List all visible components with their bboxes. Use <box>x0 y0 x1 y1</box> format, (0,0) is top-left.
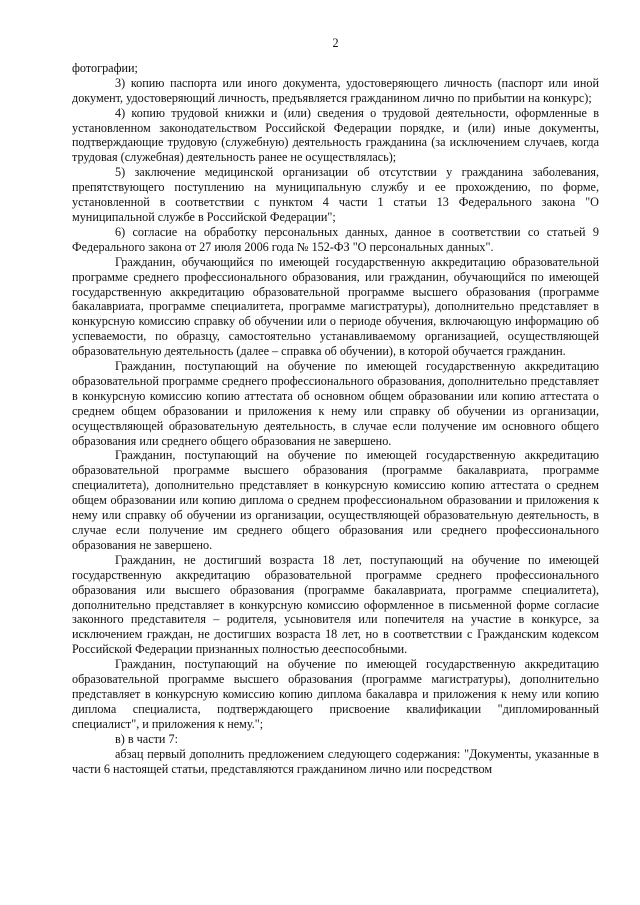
paragraph: 5) заключение медицинской организации об отсутствии у гражданина заболевания, препятствующего поступлению на муниципальную службу и ее прохождению, по форме, установленной в соответствии с пунктом 4 части 1 статьи 13 Федерального закона "О муниципальной службе в Российской Федерации"; <box>72 165 599 224</box>
paragraph: Гражданин, поступающий на обучение по имеющей государственную аккредитацию образовательной программе высшего образования (программе бакалавриата, программе специалитета), дополнительно представляет в конкурсную комиссию копию аттестата о среднем общем образовании или копию диплома о среднем профессиональном образовании и приложения к нему или справку об обучении из организации, осуществляющей образовательную деятельность, в случае если получение им среднего общего образования или среднего профессионального образования не завершено. <box>72 448 599 552</box>
paragraph: Гражданин, не достигший возраста 18 лет, поступающий на обучение по имеющей государственную аккредитацию образовательной программе среднего профессионального образования или высшего образования (программе бакалавриата, программе специалитета), дополнительно представляет в конкурсную комиссию оформленное в письменной форме согласие законного представителя – родителя, усыновителя или попечителя на участие в конкурсе, за исключением граждан, не достигших возраста 18 лет, но в соответствии с Гражданским кодексом Российской Федерации признанных полностью дееспособными. <box>72 552 599 657</box>
paragraph: 3) копию паспорта или иного документа, удостоверяющего личность (паспорт или иной документ, удостоверяющий личность, предъявляется гражданином лично по прибытии на конкурс); <box>72 75 599 105</box>
paragraph: Гражданин, обучающийся по имеющей государственную аккредитацию образовательной программе среднего профессионального образования, или гражданин, обучающийся по имеющей государственную аккредитацию образовательной программе высшего образования (программе бакалавриата, программе специалитета, программе магистратуры), дополнительно представляет в конкурсную комиссию справку об обучении или о периоде обучения, включающую информацию об успеваемости, по образцу, самостоятельно устанавливаемому организацией, осуществляющей образовательную деятельность (далее – справка об обучении), в которой обучается гражданин. <box>72 254 599 359</box>
paragraph: фотографии; <box>72 60 138 75</box>
document-body <box>72 61 599 777</box>
paragraph: 4) копию трудовой книжки и (или) сведения о трудовой деятельности, оформленные в установленном законодательством Российской Федерации порядке, и (или) иные документы, подтверждающие трудовую (служебную) деятельность гражданина (за исключением случаев, когда трудовая (служебная) деятельность ранее не осуществлялась); <box>72 105 599 165</box>
paragraph: Гражданин, поступающий на обучение по имеющей государственную аккредитацию образовательной программе среднего профессионального образования, дополнительно представляет в конкурсную комиссию копию аттестата об основном общем образовании или копию аттестата о среднем общем образовании и приложения к нему или справку об обучении из организации, осуществляющей образовательную деятельность, в случае если получение им основного общего образования или среднего общего образования не завершено. <box>72 359 599 448</box>
paragraph: 6) согласие на обработку персональных данных, данное в соответствии со статьей 9 Федерального закона от 27 июля 2006 года № 152-ФЗ "О персональных данных". <box>72 224 599 254</box>
paragraph: абзац первый дополнить предложением следующего содержания: "Документы, указанные в части 6 настоящей статьи, представляются гражданином лично или посредством <box>72 746 599 776</box>
page-number: 2 <box>332 36 339 50</box>
paragraph: в) в части 7: <box>115 731 178 746</box>
paragraph: Гражданин, поступающий на обучение по имеющей государственную аккредитацию образовательной программе высшего образования (программе магистратуры), дополнительно представляет в конкурсную комиссию копию диплома бакалавра и приложения к нему или копию диплома специалиста, подтверждающего присвоение квалификации "дипломированный специалист", и приложения к нему."; <box>72 657 599 731</box>
